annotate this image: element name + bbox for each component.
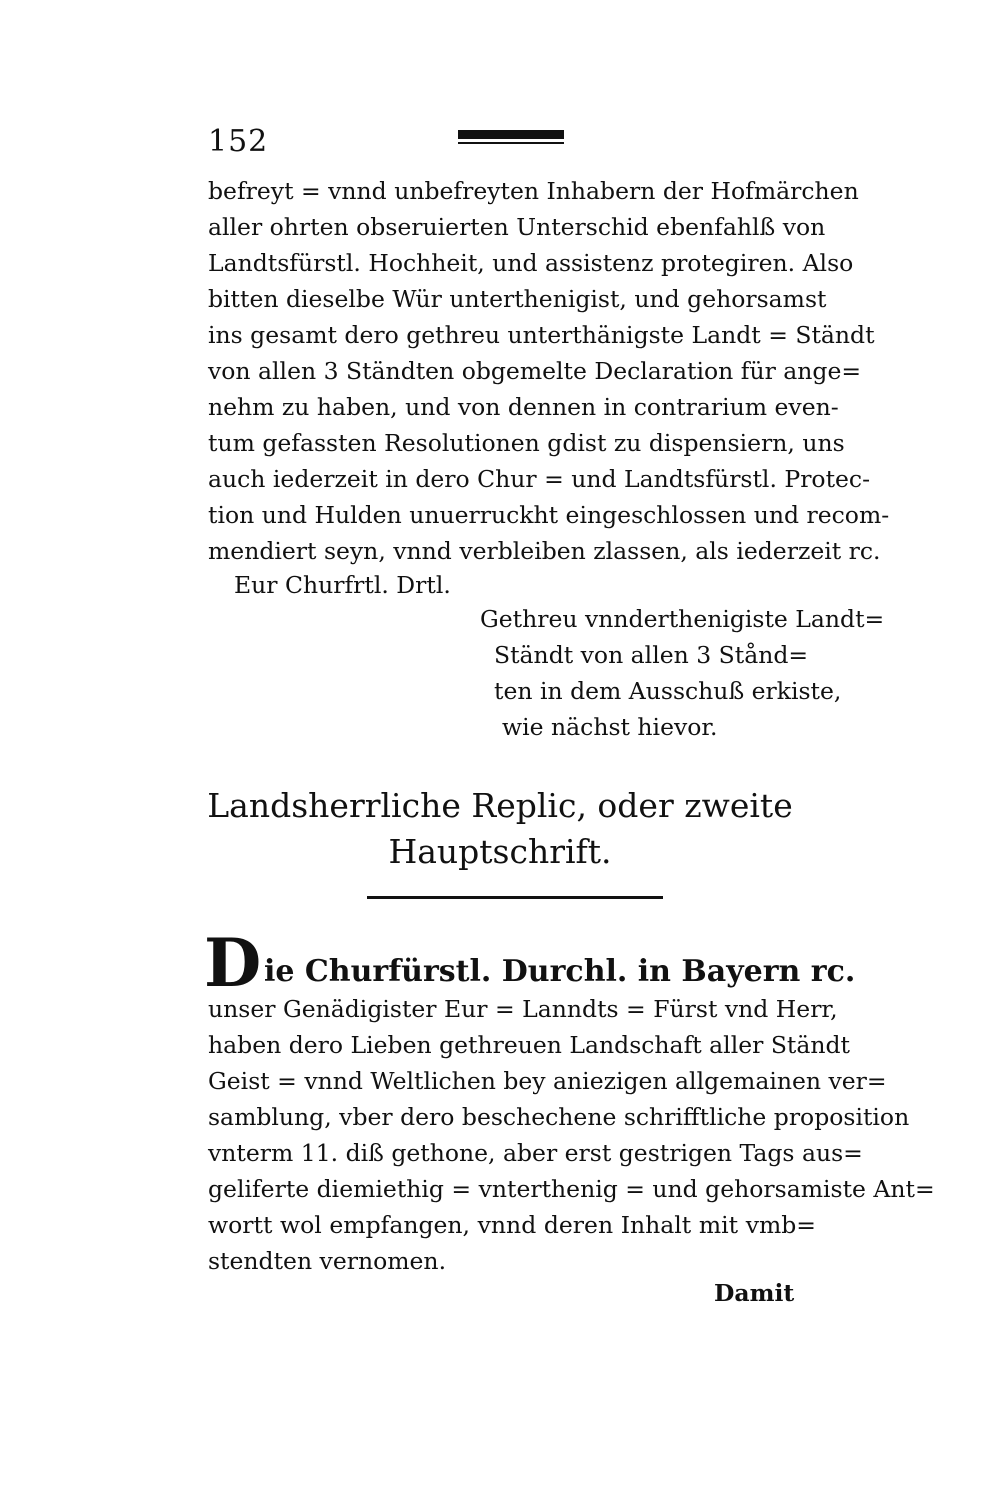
text-line: nehm zu haben, und von dennen in contrarium even-: [208, 393, 839, 421]
text-line: Landtsfürstl. Hochheit, und assistenz protegiren. Also: [208, 249, 854, 277]
text-line: unser Genädigister Eur = Lanndts = Fürst vnd Herr,: [208, 995, 838, 1023]
drop-cap: D: [204, 924, 262, 1002]
ornament-thin-rule: [458, 142, 564, 144]
ornament-thick-rule: [458, 130, 564, 139]
text-line: vnterm 11. diß gethone, aber erst gestrigen Tags aus=: [208, 1139, 863, 1167]
text-line: mendiert seyn, vnnd verbleiben zlassen, als iederzeit rc.: [208, 537, 881, 565]
signature-line: Gethreu vnnderthenigiste Landt=: [480, 605, 885, 633]
text-line: Geist = vnnd Weltlichen bey aniezigen allgemainen ver=: [208, 1067, 887, 1095]
text-line: tum gefassten Resolutionen gdist zu dispensiern, uns: [208, 429, 845, 457]
text-line: tion und Hulden unuerruckht eingeschlossen und recom-: [208, 501, 890, 529]
text-line: aller ohrten obseruierten Unterschid ebenfahlß von: [208, 213, 826, 241]
text-line: haben dero Lieben gethreuen Landschaft aller Ständt: [208, 1031, 851, 1059]
signature-line: wie nächst hievor.: [502, 713, 718, 741]
heading-line: Landsherrliche Replic, oder zweite: [207, 786, 793, 825]
opening-line: ie Churfürstl. Durchl. in Bayern rc.: [264, 954, 856, 989]
page-number: 152: [208, 124, 269, 159]
text-line: stendten vernomen.: [208, 1247, 447, 1275]
section-divider: [367, 896, 663, 899]
heading-line: Hauptschrift.: [388, 832, 612, 871]
text-line: geliferte diemiethig = vnterthenig = und gehorsamiste Ant=: [208, 1175, 935, 1203]
text-line: ins gesamt dero gethreu unterthänigste Landt = Ständt: [208, 321, 875, 349]
salutation: Eur Churfrtl. Drtl.: [234, 571, 451, 599]
text-line: befreyt = vnnd unbefreyten Inhabern der Hofmärchen: [208, 177, 859, 205]
text-line: auch iederzeit in dero Chur = und Landtsfürstl. Protec-: [208, 465, 871, 493]
text-line: samblung, vber dero beschechene schrifftliche proposition: [208, 1103, 910, 1131]
text-line: bitten dieselbe Wür unterthenigist, und gehorsamst: [208, 285, 827, 313]
signature-line: ten in dem Ausschuß erkiste,: [494, 677, 842, 705]
header-ornament: [458, 130, 564, 146]
text-line: wortt wol empfangen, vnnd deren Inhalt mit vmb=: [208, 1211, 816, 1239]
signature-line: Ständt von allen 3 Stånd=: [494, 641, 809, 669]
text-line: von allen 3 Ständten obgemelte Declaration für ange=: [208, 357, 862, 385]
catchword: Damit: [714, 1279, 795, 1307]
